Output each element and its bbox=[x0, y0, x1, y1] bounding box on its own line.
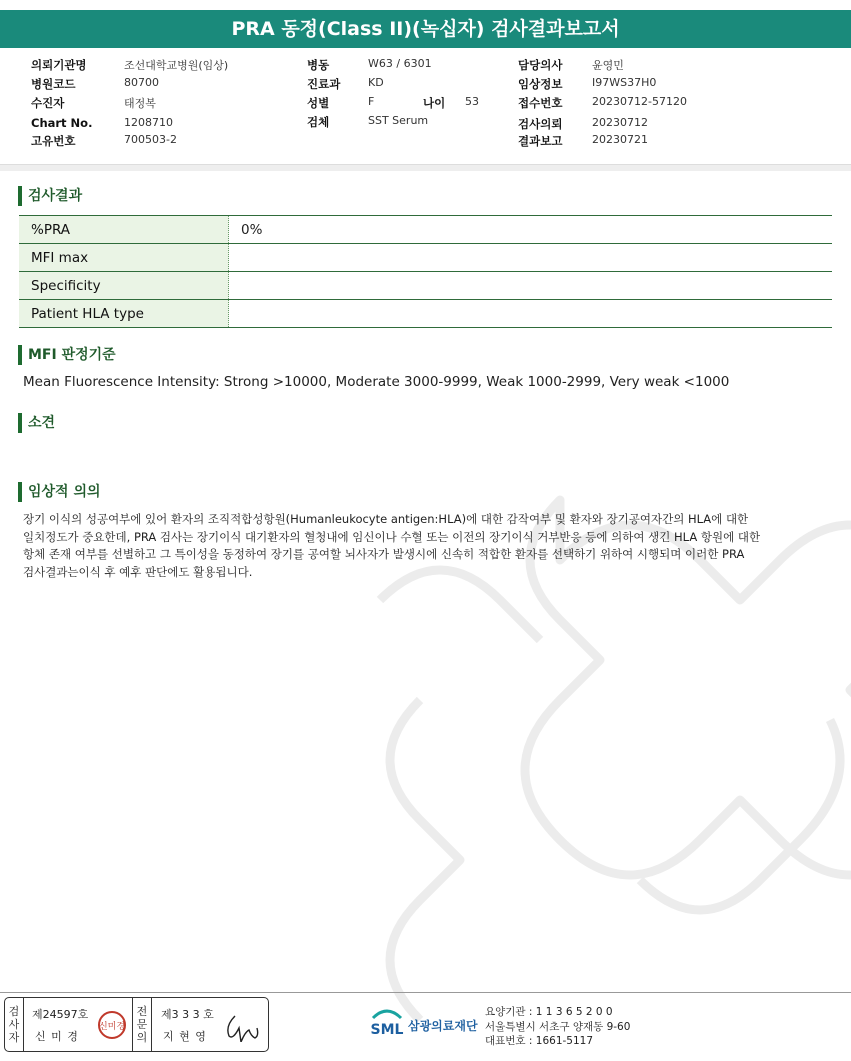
info-value: KD bbox=[368, 76, 384, 89]
section-heading-opinion: 소견 bbox=[18, 413, 55, 433]
corp-line: 서울특별시 서초구 양재동 9-60 bbox=[485, 1020, 631, 1033]
clinical-line: 일치정도가 중요한데, PRA 검사는 장기이식 대기환자의 혈청내에 임신이나 수혈 또는 이전의 장기이식 거부반응 등에 의하여 생긴 HLA 항원에 대한 bbox=[23, 529, 761, 544]
table-row bbox=[19, 300, 832, 328]
info-label: 병원코드 bbox=[31, 77, 76, 91]
info-value: 20230712 bbox=[592, 116, 648, 129]
info-label: Chart No. bbox=[31, 116, 93, 130]
info-label: 병동 bbox=[307, 58, 330, 72]
signature-icon bbox=[223, 1008, 263, 1042]
mfi-criteria-text: Mean Fluorescence Intensity: Strong >10000, Moderate 3000-9999, Weak 1000-2999, Very weak <1000 bbox=[23, 374, 730, 390]
clinical-line: 항체 존재 여부를 선별하고 그 특이성을 동정하여 장기를 공여할 뇌사자가 발생시에 신속히 적합한 환자를 선택하기 위하여 시행되며 이러한 PRA bbox=[23, 547, 745, 561]
examiner-seal-icon bbox=[97, 1010, 127, 1040]
info-label: 담당의사 bbox=[518, 58, 563, 72]
clinical-line: 검사결과는이식 후 예후 판단에도 활용됩니다. bbox=[23, 564, 253, 579]
info-label: 결과보고 bbox=[518, 134, 563, 148]
signature-box bbox=[4, 997, 269, 1052]
info-value: 700503-2 bbox=[124, 133, 177, 146]
examiner-name: 신 미 경 bbox=[35, 1030, 79, 1043]
info-label: 임상정보 bbox=[518, 77, 563, 91]
corp-line: 대표번호 : 1661-5117 bbox=[485, 1035, 594, 1047]
table-row bbox=[19, 244, 832, 272]
vlabel-char: 자 bbox=[8, 1031, 20, 1044]
vlabel-char: 사 bbox=[8, 1018, 20, 1031]
info-label: 검사의뢰 bbox=[518, 117, 563, 131]
info-value: 20230712-57120 bbox=[592, 95, 687, 108]
specialist-name: 지 현 영 bbox=[163, 1030, 207, 1043]
info-value: 조선대학교병원(임상) bbox=[124, 59, 229, 72]
info-value: 1208710 bbox=[124, 116, 173, 129]
result-label: Specificity bbox=[19, 272, 229, 300]
corporate-info bbox=[485, 1005, 630, 1049]
report-title: PRA 동정(Class II)(녹십자) 검사결과보고서 bbox=[0, 10, 851, 48]
info-label: 진료과 bbox=[307, 77, 341, 91]
vlabel-char: 문 bbox=[136, 1018, 148, 1031]
info-value: 윤영민 bbox=[592, 59, 624, 72]
section-heading-mfi: MFI 판정기준 bbox=[18, 345, 116, 365]
sml-logo-icon bbox=[367, 1004, 407, 1044]
patient-info bbox=[0, 0, 851, 160]
info-label: 고유번호 bbox=[31, 134, 76, 148]
seal-text: 신미경 bbox=[98, 1022, 126, 1032]
info-value: F bbox=[368, 95, 375, 108]
specialist-number: 제3 3 3 호 bbox=[161, 1008, 214, 1021]
info-value: I97WS37H0 bbox=[592, 76, 657, 89]
vlabel-char: 검 bbox=[8, 1005, 20, 1018]
specialist-vertical-label bbox=[133, 998, 152, 1051]
result-value bbox=[229, 272, 833, 300]
info-label: 접수번호 bbox=[518, 96, 563, 110]
info-value: 20230721 bbox=[592, 133, 648, 146]
examiner-number: 제24597호 bbox=[32, 1008, 89, 1021]
section-heading-results: 검사결과 bbox=[18, 186, 82, 206]
result-value bbox=[229, 244, 833, 272]
info-label: 의뢰기관명 bbox=[31, 58, 87, 72]
info-value: 80700 bbox=[124, 76, 159, 89]
corp-line: 요양기관 : 1 1 3 6 5 2 0 0 bbox=[485, 1006, 613, 1018]
examiner-vertical-label bbox=[5, 998, 24, 1051]
vlabel-char: 의 bbox=[136, 1031, 148, 1044]
result-label: Patient HLA type bbox=[19, 300, 229, 328]
result-value: 0% bbox=[229, 216, 833, 244]
table-row bbox=[19, 216, 832, 244]
info-label: 검체 bbox=[307, 115, 330, 129]
header-divider bbox=[0, 164, 851, 171]
info-value: W63 / 6301 bbox=[368, 57, 432, 70]
result-label: %PRA bbox=[19, 216, 229, 244]
clinical-line: 장기 이식의 성공여부에 있어 환자의 조직적합성항원(Humanleukocyte antigen:HLA)에 대한 감작여부 및 환자와 장기공여자간의 HLA에 대한 bbox=[23, 512, 749, 526]
table-row bbox=[19, 272, 832, 300]
result-label: MFI max bbox=[19, 244, 229, 272]
section-heading-clinical: 임상적 의의 bbox=[18, 482, 101, 502]
result-value bbox=[229, 300, 833, 328]
logo-text: SML bbox=[370, 1022, 404, 1038]
clinical-significance-text bbox=[23, 511, 813, 581]
age-value: 53 bbox=[465, 95, 479, 108]
info-value: 태정복 bbox=[124, 97, 156, 110]
footer-divider bbox=[0, 992, 851, 993]
age-label: 나이 bbox=[423, 96, 446, 110]
results-table bbox=[19, 215, 832, 328]
org-name: 삼광의료재단 bbox=[408, 1019, 478, 1033]
info-label: 수진자 bbox=[31, 96, 65, 110]
info-value: SST Serum bbox=[368, 114, 429, 127]
vlabel-char: 전 bbox=[136, 1005, 148, 1018]
info-label: 성별 bbox=[307, 96, 330, 110]
